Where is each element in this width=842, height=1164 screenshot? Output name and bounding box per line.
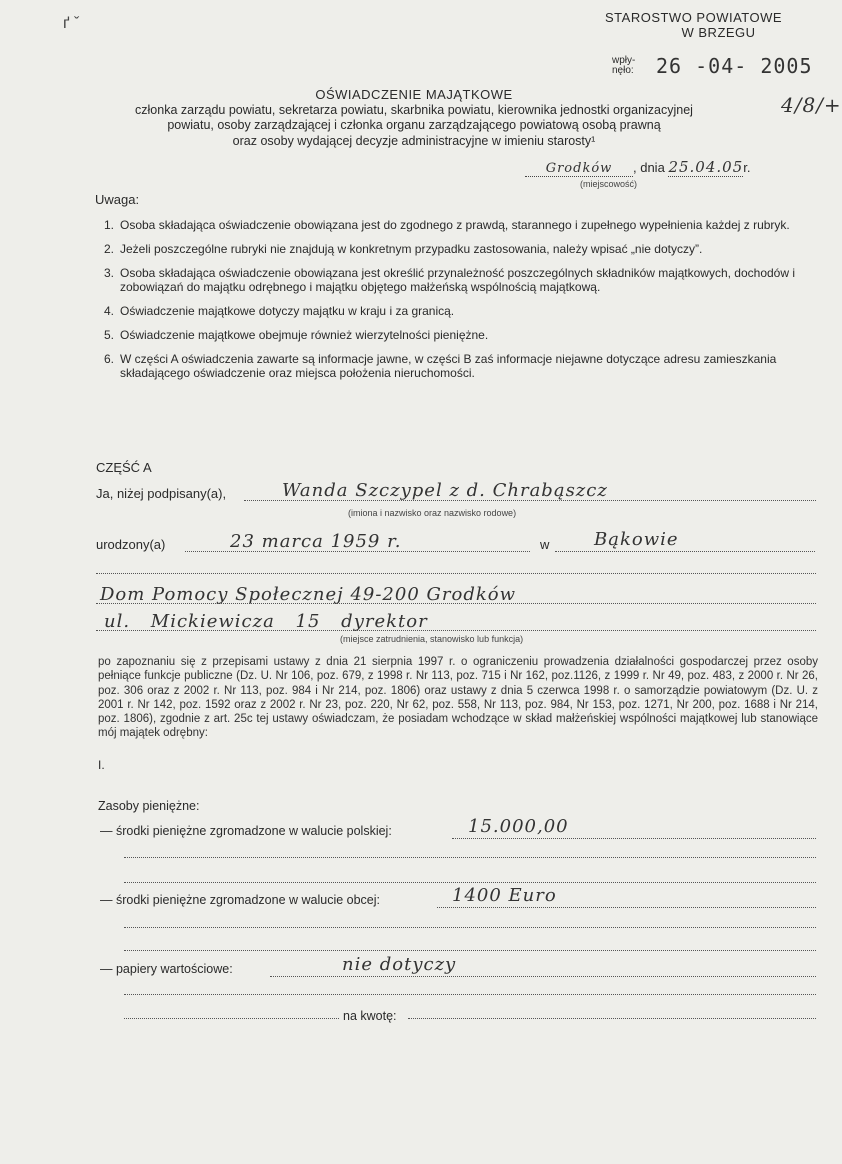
securities-label: — papiery wartościowe:: [100, 962, 233, 976]
document-heading: [0, 87, 828, 149]
note-text: Jeżeli poszczególne rubryki nie znajdują w konkretnym przypadku zastosowania, należy wpisać „nie dotyczy”.: [120, 242, 703, 256]
name-caption: (imiona i nazwisko oraz nazwisko rodowe): [348, 508, 517, 518]
heading-line-2: powiatu, osoby zarządzającej i członka organu zarządzającego powiatową osobą prawną: [167, 118, 661, 132]
office-stamp: [605, 10, 782, 40]
place-date-line: [525, 158, 750, 177]
note-text: Oświadczenie majątkowe dotyczy majątku w kraju i za granicą.: [120, 304, 455, 318]
legal-statement: po zapoznaniu się z przepisami ustawy z dnia 21 sierpnia 1997 r. o ograniczeniu prowadzenia działalności gospodarczej przez osoby pełniące funkcje publiczne (Dz. U. Nr 106, poz. 679, z 1998 r. Nr 113, poz. 715 i Nr 162, poz.1126, z 1999 r. Nr 49, poz. 483, z 2000 r. Nr 26, poz. 306 oraz z 2002 r. Nr 113, poz. 984 i Nr 214, poz. 1806) oraz ustawy z dnia 5 czerwca 1998 r. o samorządzie powiatowym (Dz. U. z 2001 r. Nr 142, poz. 1592 oraz z 2002 r. Nr 23, poz. 220, Nr 62, poz. 558, Nr 113, poz. 984, Nr 153, poz. 1271, Nr 200, poz. 1688 i Nr 214, poz. 1806), zgodnie z art. 25c tej ustawy oświadczam, że posiadam wchodzące w skład małżeńskiej wspólności majątkowej lub stanowiące mój majątek odrębny:: [98, 656, 818, 740]
stamp-line-2: W BRZEGU: [681, 25, 756, 40]
note-item: [104, 218, 816, 232]
name-value: Wanda Szczypel z d. Chrabąszcz: [282, 480, 608, 501]
date-value: 25.04.05: [668, 158, 744, 176]
born-row: [96, 537, 165, 552]
heading-line-1: członka zarządu powiatu, sekretarza powiatu, skarbnika powiatu, kierownika jednostki organizacyjnej: [135, 102, 693, 117]
note-number: 3.: [104, 266, 115, 280]
note-number: 4.: [104, 304, 115, 318]
pln-label: — środki pieniężne zgromadzone w walucie polskiej:: [100, 824, 392, 838]
margin-scribble: ґ ˇ: [63, 15, 80, 32]
date-label: , dnia: [633, 160, 665, 175]
received-label: wpły- nęło:: [612, 55, 636, 76]
note-item: [104, 328, 816, 342]
note-text: Osoba składająca oświadczenie obowiązana jest do zgodnego z prawdą, starannego i zupełnego wypełnienia każdej z rubryk.: [120, 218, 790, 232]
document-title: OŚWIADCZENIE MAJĄTKOWE: [315, 87, 513, 102]
pln-value: 15.000,00: [468, 816, 569, 837]
note-item: [104, 242, 816, 256]
note-text: Oświadczenie majątkowe obejmuje również wierzytelności pieniężne.: [120, 328, 489, 342]
born-place: Bąkowie: [594, 529, 679, 550]
employment-caption: (miejsce zatrudnienia, stanowisko lub funkcja): [340, 634, 524, 644]
note-number: 1.: [104, 218, 115, 232]
born-in-label: w: [540, 537, 550, 552]
signed-label: Ja, niżej podpisany(a),: [96, 486, 227, 501]
notes-list: [104, 218, 816, 390]
born-label: urodzony(a): [96, 537, 166, 552]
securities-value: nie dotyczy: [342, 954, 457, 975]
foreign-label: — środki pieniężne zgromadzone w walucie obcej:: [100, 893, 381, 907]
note-text: W części A oświadczenia zawarte są informacje jawne, w części B zaś informacje niejawne dotyczące adresu zamieszkania składającego oświadczenie oraz miejsca położenia nieruchomości.: [120, 352, 777, 380]
margin-handwritten-mark: 4/8/+: [781, 93, 842, 117]
note-text: Osoba składająca oświadczenie obowiązana jest określić przynależność poszczególnych składników majątkowych, dochodów i zobowiązań do majątku odrębnego i majątku objętego małżeńską wspólnością majątkową.: [120, 266, 796, 294]
place-caption: (miejscowość): [580, 179, 638, 189]
note-number: 2.: [104, 242, 115, 256]
heading-line-3: oraz osoby wydającej decyzje administracyjne w imieniu starosty¹: [232, 133, 596, 148]
born-date: 23 marca 1959 r.: [230, 531, 402, 552]
part-a-title: CZĘŚĆ A: [96, 460, 152, 475]
place-value: Grodków: [545, 161, 613, 176]
employment-line-2: ul. Mickiewicza 15 dyrektor: [104, 611, 428, 632]
received-date: 26 -04- 2005: [656, 54, 813, 78]
notes-title: Uwaga:: [95, 192, 140, 207]
stamp-line-1: STAROSTWO POWIATOWE: [605, 10, 783, 25]
note-item: [104, 266, 816, 294]
section-1-title: Zasoby pieniężne:: [98, 799, 200, 813]
section-1-numeral: I.: [98, 758, 105, 772]
signed-row: [96, 486, 226, 501]
employment-line-1: Dom Pomocy Społecznej 49-200 Grodków: [100, 584, 517, 605]
date-suffix: r.: [743, 160, 751, 175]
foreign-value: 1400 Euro: [452, 885, 557, 906]
note-number: 6.: [104, 352, 115, 366]
note-item: [104, 352, 816, 380]
note-item: [104, 304, 816, 318]
amount-label: na kwotę:: [343, 1009, 397, 1023]
note-number: 5.: [104, 328, 115, 342]
